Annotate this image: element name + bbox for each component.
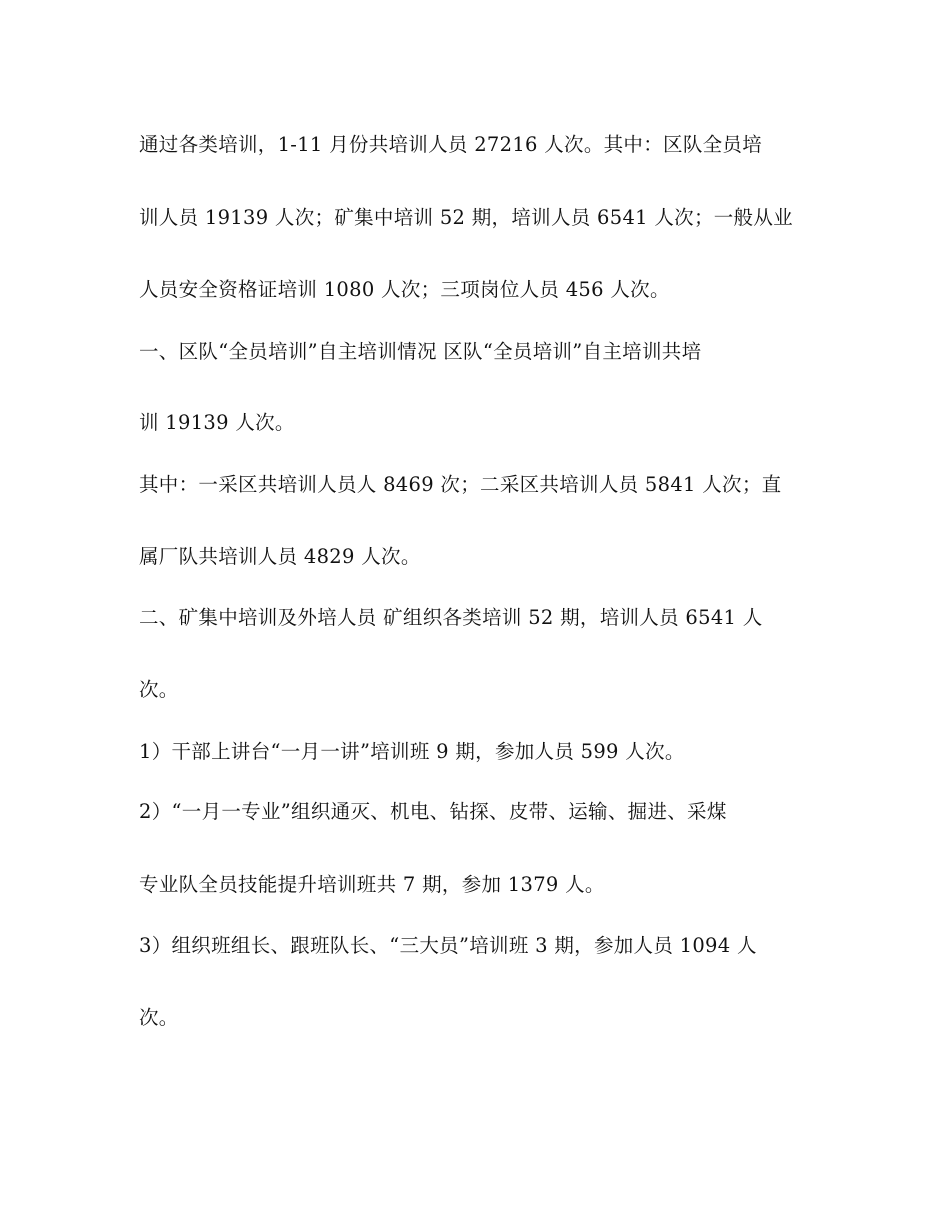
text-line: 次。: [139, 1006, 179, 1029]
text-line: 属厂队共培训人员 4829 人次。: [139, 545, 421, 568]
section-heading: 二、矿集中培训及外培人员 矿组织各类培训 52 期，培训人员 6541 人: [139, 606, 763, 629]
text-line: 人员安全资格证培训 1080 人次；三项岗位人员 456 人次。: [139, 278, 670, 301]
text-line: 次。: [139, 678, 179, 701]
list-item: 3）组织班组长、跟班队长、“三大员”培训班 3 期，参加人员 1094 人: [139, 934, 757, 957]
text-line: 训人员 19139 人次；矿集中培训 52 期，培训人员 6541 人次；一般从业: [139, 206, 793, 229]
text-line: 训 19139 人次。: [139, 411, 295, 434]
list-item: 1）干部上讲台“一月一讲”培训班 9 期，参加人员 599 人次。: [139, 740, 685, 763]
text-line: 其中：一采区共培训人员人 8469 次；二采区共培训人员 5841 人次；直: [139, 473, 782, 496]
text-line: 专业队全员技能提升培训班共 7 期，参加 1379 人。: [139, 873, 605, 896]
section-heading: 一、区队“全员培训”自主培训情况 区队“全员培训”自主培训共培: [139, 340, 702, 363]
list-item: 2）“一月一专业”组织通灭、机电、钻探、皮带、运输、掘进、采煤: [139, 800, 727, 823]
text-line: 通过各类培训，1-11 月份共培训人员 27216 人次。其中：区队全员培: [139, 133, 763, 156]
